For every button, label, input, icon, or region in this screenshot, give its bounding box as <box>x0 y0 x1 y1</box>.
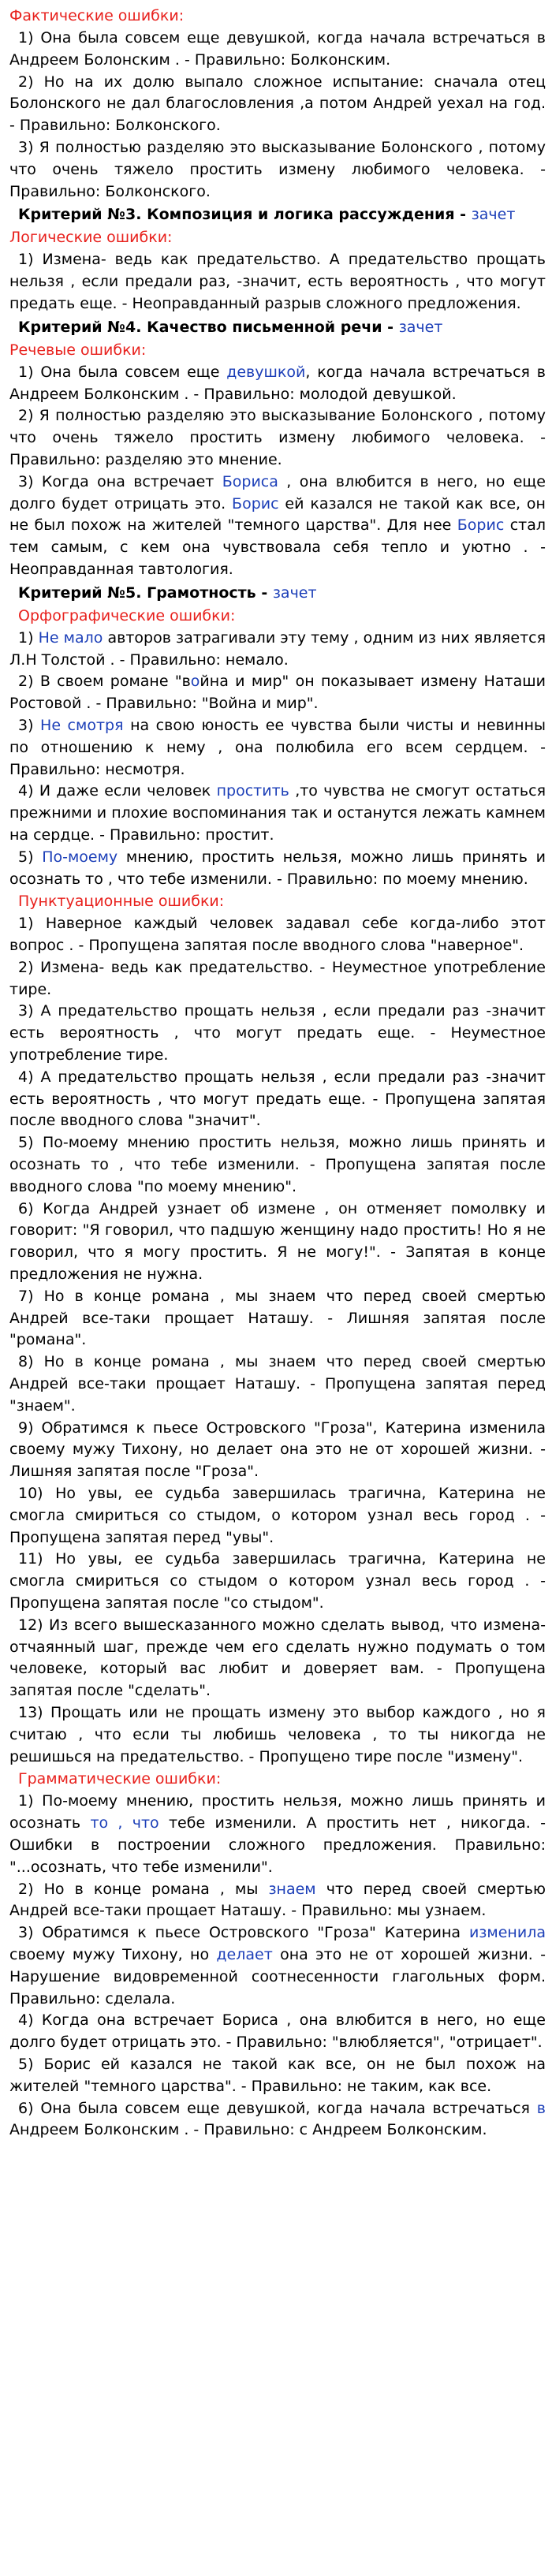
error-item <box>9 2098 546 2142</box>
error-item <box>9 472 546 581</box>
orthography-errors-heading: Орфографические ошибки: <box>18 606 236 624</box>
item-text: 9) Обратимся к пьесе Островского "Гроза", Катерина изменила своему мужу Тихону, но делает она это не от хорошей жизни. - Лишняя запятая после "Гроза". <box>9 1418 546 1481</box>
item-text: 1) Она была совсем еще девушкой, когда начала встречаться в Андреем Болонским . - Правильно: Болконским. <box>9 29 546 69</box>
error-item <box>9 72 546 137</box>
grammar-errors-list <box>9 1791 546 2142</box>
section-factual-errors <box>9 5 546 203</box>
error-item <box>9 137 546 203</box>
grammar-errors-heading: Грамматические ошибки: <box>18 1770 222 1788</box>
punctuation-errors-list <box>9 913 546 1768</box>
factual-errors-heading: Фактические ошибки: <box>9 7 185 24</box>
item-text: 12) Из всего вышесказанного можно сделать вывод, что измена- отчаянный шаг, прежде чем его сделать нужно подумать о том человеке, который вас любит и доверяет вам. - Пропущена запятая после "сделать". <box>9 1616 546 1700</box>
item-text: , она влюбится в него, но еще долго будет отрицать это. <box>9 472 546 513</box>
error-item <box>9 1351 546 1417</box>
item-text: 13) Прощать или не прощать измену это выбор каждого , но я считаю , что если ты любишь человека , то ты никогда не решишься на предательство. - Пропущено тире после "измену". <box>9 1703 546 1765</box>
item-text: 1) <box>18 628 39 647</box>
highlighted-word: Бориса <box>222 472 278 490</box>
item-text: 7) Но в конце романа , мы знаем что перед своей смертью Андрей все-таки прощает Наташу. - Лишняя запятая после "романа". <box>9 1287 546 1349</box>
item-text: она это не от хорошей жизни. - Нарушение видовременной соотнесенности глагольных форм. Правильно: сделала. <box>9 1945 546 2007</box>
highlighted-word: Не смотря <box>40 716 124 734</box>
criterion-3-result: зачет <box>471 206 516 224</box>
speech-errors-list <box>9 362 546 581</box>
item-text: на свою юность ее чувства были чисты и невинны по отношению к нему , она полюбила его всем сердцем. - Правильно: несмотря. <box>9 716 546 778</box>
error-item <box>9 1067 546 1132</box>
item-text: 3) Когда она встречает <box>18 472 222 490</box>
item-text: 6) Она была совсем еще девушкой, когда начала встречаться <box>18 2099 537 2117</box>
error-item <box>9 715 546 781</box>
item-text: ,то чувства не смогут остаться прежними и плохие воспоминания так и останутся лежать камнем на сердце. - Правильно: простит. <box>9 782 546 844</box>
error-item <box>9 249 546 315</box>
speech-errors-heading: Речевые ошибки: <box>9 341 147 359</box>
criterion-4-title: Критерий №4. Качество письменной речи <box>18 318 382 336</box>
error-item <box>9 1483 546 1549</box>
item-text: 2) Но в конце романа , мы <box>18 1880 269 1898</box>
item-text: , когда начала встречаться в Андреем Болконским . - Правильно: молодой девушкой. <box>9 363 546 403</box>
criterion-5-result: зачет <box>272 583 317 602</box>
error-item <box>9 2054 546 2098</box>
item-text: йна и мир" он показывает измену Наташи Ростовой . - Правильно: "Война и мир". <box>9 673 546 713</box>
highlighted-word: простить <box>216 782 289 800</box>
item-text: 1) Она была совсем еще <box>18 363 227 381</box>
item-text: 3) Я полностью разделяю это высказывание Болонского , потому что очень тяжело простить измену любимого человека. - Правильно: Болконского. <box>9 138 546 200</box>
highlighted-word: знаем <box>268 1880 316 1898</box>
section-punctuation-errors <box>9 890 546 1768</box>
criterion-3-title: Критерий №3. Композиция и логика рассуждения <box>18 206 455 224</box>
error-item <box>9 28 546 72</box>
section-speech-errors <box>9 339 546 581</box>
item-text: 2) Измена- ведь как предательство. - Неуместное употребление тире. <box>9 958 546 998</box>
item-text: 6) Когда Андрей узнает об измене , он отменяет помолвку и говорит: "Я говорил, что падшую женщину надо простить! Но я не говорил, что я могу простить. Я не могу!". - Запятая в конце предложения не нужна. <box>9 1199 546 1284</box>
section-orthography-errors <box>9 605 546 891</box>
item-text: 2) В своем романе "в <box>18 673 191 691</box>
error-item <box>9 628 546 672</box>
error-item <box>9 1549 546 1614</box>
error-item <box>9 2010 546 2054</box>
error-item <box>9 781 546 846</box>
item-text: Андреем Болконским . - Правильно: с Андреем Болконским. <box>9 2121 487 2139</box>
highlighted-word: то , что <box>90 1814 159 1832</box>
section-grammar-errors <box>9 1768 546 2142</box>
error-item <box>9 1879 546 1923</box>
error-item <box>9 405 546 471</box>
item-text: 1) Измена- ведь как предательство. А предательство прощать нельзя , если предали раз, -значит, есть вероятность , что могут предать еще. - Неоправданный разрыв сложного предложения. <box>9 251 546 312</box>
highlighted-word: По-моему <box>42 848 118 866</box>
error-item <box>9 1922 546 2010</box>
error-item <box>9 671 546 715</box>
item-text: 5) <box>18 848 43 866</box>
item-text: стал тем самым, с кем она чувствовала себя тепло и уютно . - Неоправданная тавтология. <box>9 516 546 578</box>
item-text: тебе изменили. А простить нет , никогда. - Ошибки в построении сложного предложения. Правильно: "...осознать, что тебе изменили". <box>9 1814 546 1876</box>
error-item <box>9 1132 546 1198</box>
error-item <box>9 847 546 891</box>
section-logical-errors <box>9 226 546 315</box>
item-text: 2) Но на их долю выпало сложное испытание: сначала отец Болонского не дал благословления ,а потом Андрей уехал на год. - Правильно: Болконского. <box>9 73 546 135</box>
item-text: 2) Я полностью разделяю это высказывание Болонского , потому что очень тяжело простить измену любимого человека. - Правильно: разделяю это мнение. <box>9 407 546 468</box>
item-text: мнению, простить нельзя, можно лишь принять и осознать то , что тебе изменили. - Правильно: по моему мнению. <box>9 848 546 888</box>
error-item <box>9 1615 546 1702</box>
factual-errors-list <box>9 28 546 203</box>
item-text: 3) <box>18 716 41 734</box>
item-text: 4) А предательство прощать нельзя , если предали раз -значит есть вероятность , что могут предать еще. - Пропущена запятая после вводного слова "значит". <box>9 1068 546 1130</box>
error-item <box>9 1791 546 1878</box>
highlighted-word: Борис <box>232 494 279 513</box>
item-text: 1) Наверное каждый человек задавал себе когда-либо этот вопрос . - Пропущена запятая после вводного слова "наверное". <box>9 915 546 955</box>
logical-errors-list <box>9 249 546 315</box>
criterion-3-heading: Критерий №3. Композиция и логика рассуждения - зачет <box>18 206 516 224</box>
error-item <box>9 957 546 1001</box>
highlighted-word: делает <box>216 1945 273 1963</box>
item-text: 3) А предательство прощать нельзя , если предали раз -значит есть вероятность , что могут предать еще. - Неуместное употребление тире. <box>9 1002 546 1064</box>
error-item <box>9 1702 546 1768</box>
item-text: авторов затрагивали эту тему , одним из них является Л.Н Толстой . - Правильно: немало. <box>9 628 546 669</box>
error-item <box>9 1001 546 1066</box>
logical-errors-heading: Логические ошибки: <box>9 229 173 247</box>
highlighted-word: в <box>536 2099 546 2117</box>
highlighted-word: о <box>190 673 200 691</box>
item-text: своему мужу Тихону, но <box>9 1945 217 1963</box>
item-text: 5) Борис ей казался не такой как все, он не был похож на жителей "темного царства". - Правильно: не таким, как все. <box>9 2055 546 2095</box>
item-text: 1) По-моему мнению, простить нельзя, можно лишь принять и осознать <box>9 1792 546 1832</box>
item-text: 5) По-моему мнению простить нельзя, можно лишь принять и осознать то , что тебе изменили. - Пропущена запятая после вводного слова "по моему мнению". <box>9 1134 546 1195</box>
item-text: что перед своей смертью Андрей все-таки прощает Наташу. - Правильно: мы узнаем. <box>9 1880 546 1920</box>
item-text: 4) И даже если человек <box>18 782 217 800</box>
criterion-4-heading: Критерий №4. Качество письменной речи - зачет <box>18 318 443 336</box>
item-text: ей казался не такой как все, он не был похож на жителей "темного царства". Для нее <box>9 494 546 535</box>
item-text: 4) Когда она встречает Бориса , она влюбится в него, но еще долго будет отрицать это. - Правильно: "влюбляется", "отрицает". <box>9 2011 546 2052</box>
error-item <box>9 1199 546 1286</box>
criterion-5-title: Критерий №5. Грамотность <box>18 583 256 602</box>
error-item <box>9 1418 546 1483</box>
item-text: 10) Но увы, ее судьба завершилась трагична, Катерина не смогла смириться со стыдом, о котором узнал весь город . - Пропущена запятая перед "увы". <box>9 1485 546 1546</box>
highlighted-word: девушкой <box>226 363 306 381</box>
item-text: 11) Но увы, ее судьба завершилась трагична, Катерина не смогла смириться со стыдом о котором узнал весь город . - Пропущена запятая после "со стыдом". <box>9 1550 546 1612</box>
error-item <box>9 362 546 406</box>
item-text: 3) Обратимся к пьесе Островского "Гроза" Катерина <box>18 1924 469 1942</box>
highlighted-word: Не мало <box>38 628 103 647</box>
highlighted-word: изменила <box>468 1924 546 1942</box>
punctuation-errors-heading: Пунктуационные ошибки: <box>18 893 225 911</box>
item-text: 8) Но в конце романа , мы знаем что перед своей смертью Андрей все-таки прощает Наташу. - Пропущена запятая перед "знаем". <box>9 1353 546 1415</box>
error-item <box>9 1286 546 1351</box>
orthography-errors-list <box>9 628 546 891</box>
highlighted-word: Борис <box>457 516 505 535</box>
criterion-5-heading: Критерий №5. Грамотность - зачет <box>18 583 317 602</box>
criterion-4-result: зачет <box>398 318 443 336</box>
error-item <box>9 913 546 957</box>
